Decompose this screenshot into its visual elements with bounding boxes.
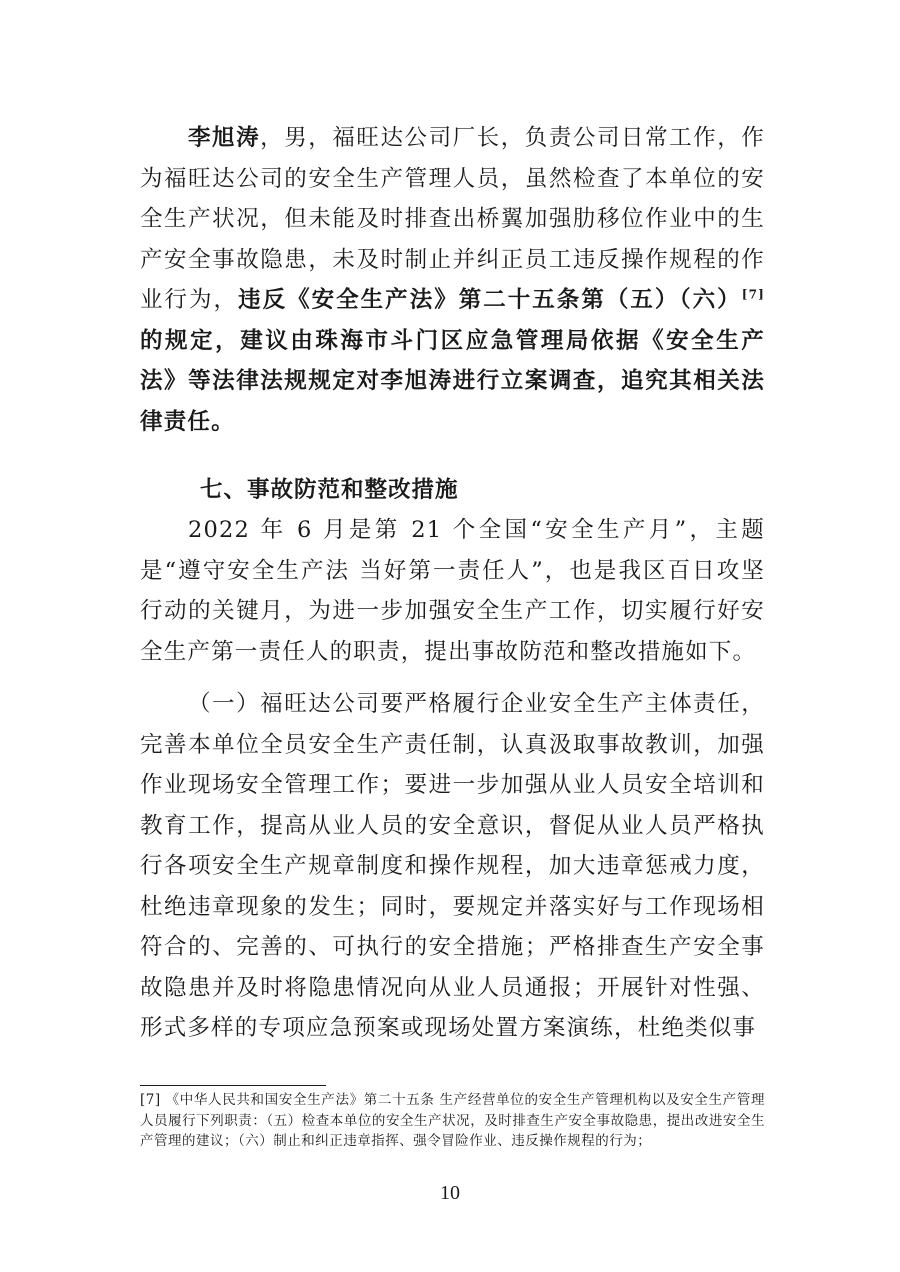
paragraph-measure-one: （一）福旺达公司要严格履行企业安全生产主体责任，完善本单位全员安全生产责任制，认真汲取事故教训，加强作业现场安全管理工作；要进一步加强从业人员安全培训和教育工作，提高从业人员的安全意识，督促从业人员严格执行各项安全生产规章制度和操作规程，加大违章惩戒力度，杜绝违章现象的发生；同时，要规定并落实好与工作现场相符合的、完善的、可执行的安全措施；严格排查生产安全事故隐患并及时将隐患情况向从业人员通报；开展针对性强、形式多样的专项应急预案或现场处置方案演练，杜绝类似事 xyxy=(140,691,765,1041)
violation-clause: 违反《安全生产法》第二十五条第（五）（六） xyxy=(238,287,742,313)
page-number: 10 xyxy=(440,1182,460,1204)
person-name: 李旭涛 xyxy=(188,125,261,151)
paragraph-safety-month: 2022 年 6 月是第 21 个全国“安全生产月”，主题是“遵守安全生产法 当好第一责任人”，也是我区百日攻坚行动的关键月，为进一步加强安全生产工作，切实履行好安全生产第一责任人的职责，提出事故防范和整改措施如下。 xyxy=(140,517,765,665)
section-heading: 七、事故防范和整改措施 xyxy=(200,477,459,503)
paragraph-text: ，男，福旺达公司厂长，负责公司日常工作，作为福旺达公司的安全生产管理人员，虽然检查了本单位的安全生产状况，但未能及时排查出桥翼加强肋移位作业中的生产安全事故隐患，未及时制止并纠正员工违反操作规程的作业行为， xyxy=(140,125,765,313)
footnote-divider xyxy=(140,1085,326,1086)
paragraph-responsibility xyxy=(140,118,765,442)
footnote-reference[interactable]: [7] xyxy=(741,287,765,302)
footnote-text: [7] 《中华人民共和国安全生产法》第二十五条 生产经营单位的安全生产管理机构以及安全生产管理人员履行下列职责：（五）检查本单位的安全生产状况，及时排查生产安全事故隐患，提出改进安全生产管理的建议；（六）制止和纠正违章指挥、强令冒险作业、违反操作规程的行为； xyxy=(140,1092,765,1149)
recommendation-text: 的规定，建议由珠海市斗门区应急管理局依据《安全生产法》等法律法规规定对李旭涛进行立案调查，追究其相关法律责任。 xyxy=(140,327,765,435)
